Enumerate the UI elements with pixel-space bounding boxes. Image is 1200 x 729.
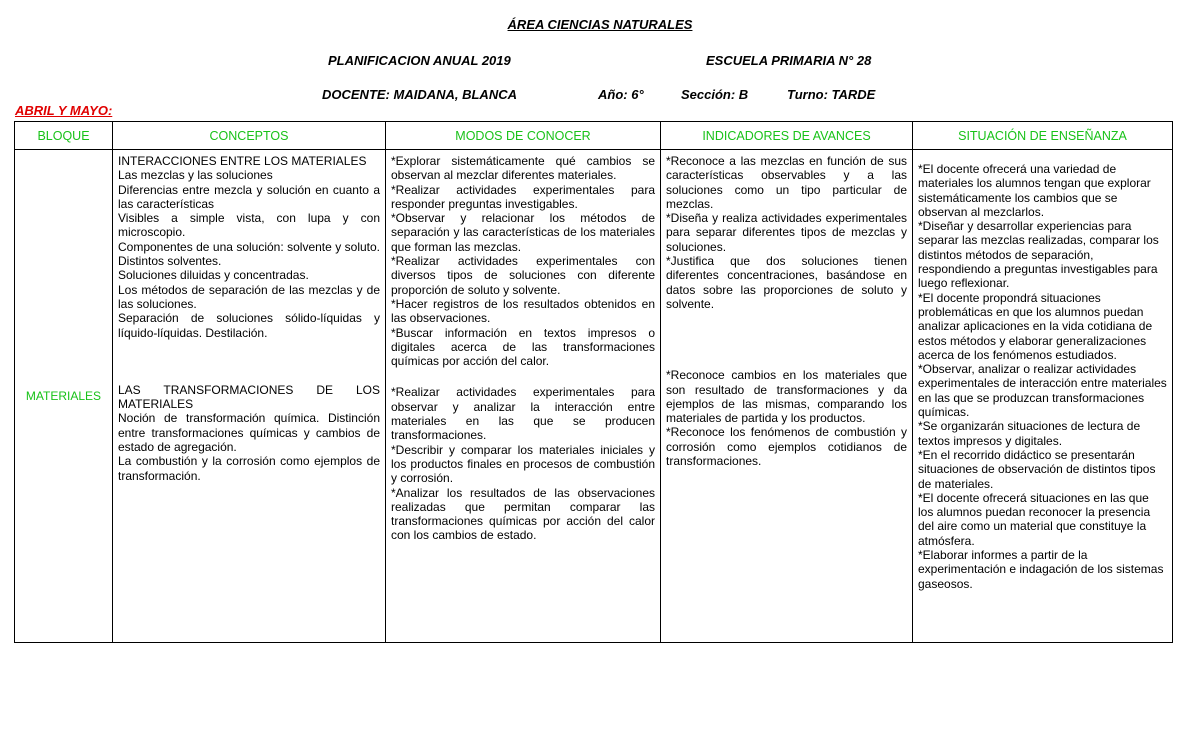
indicador-item: *Diseña y realiza actividades experimentales para separar diferentes tipos de mezclas y soluciones. bbox=[666, 211, 907, 254]
situacion-item: *En el recorrido didáctico se presentarán situaciones de observación de distintos tipos de materiales. bbox=[918, 447, 1156, 491]
planning-table bbox=[14, 121, 1173, 643]
situacion-item: *El docente propondrá situaciones problemáticas en que los alumnos puedan analizar aplicaciones en la vida cotidiana de estos métodos y elaborar generalizaciones acerca de los fenómenos estudiados. bbox=[918, 290, 1153, 362]
column-header-indicadores: INDICADORES DE AVANCES bbox=[661, 122, 913, 150]
table-row bbox=[15, 150, 1173, 643]
modo-item: *Observar y relacionar los métodos de separación y las características de los materiales que forman las mezclas. bbox=[391, 211, 655, 254]
situacion-cell bbox=[913, 150, 1173, 643]
concept-item: Componentes de una solución: solvente y soluto. Distintos solventes. bbox=[118, 239, 380, 269]
modo-item: *Describir y comparar los materiales iniciales y los productos finales en procesos de combustión y corrosión. bbox=[391, 442, 655, 486]
bloque-cell: MATERIALES bbox=[15, 150, 113, 643]
modo-item: *Analizar los resultados de las observaciones realizadas que permitan comparar las transformaciones químicas por acción del calor con los cambios de estado. bbox=[391, 485, 655, 543]
indicador-item: *Reconoce a las mezclas en función de sus características observables y a las soluciones como un tipo particular de mezclas. bbox=[666, 154, 907, 211]
situacion-item: *Elaborar informes a partir de la experimentación e indagación de los sistemas gaseosos. bbox=[918, 548, 1164, 591]
indicadores-cell bbox=[661, 150, 913, 643]
concept-item: Noción de transformación química. Distinción entre transformaciones químicas y cambios de estado de agregación. bbox=[118, 411, 380, 455]
concept-heading: LAS TRANSFORMACIONES DE LOS MATERIALES bbox=[118, 382, 380, 412]
plan-title: PLANIFICACION ANUAL 2019 bbox=[328, 53, 511, 68]
modo-item: *Explorar sistemáticamente qué cambios se observan al mezclar diferentes materiales. bbox=[391, 154, 655, 183]
modo-item: *Realizar actividades experimentales para responder preguntas investigables. bbox=[391, 182, 655, 211]
concept-item: Separación de soluciones sólido-líquidas y líquido-líquidas. Destilación. bbox=[118, 311, 380, 340]
column-header-bloque: BLOQUE bbox=[15, 122, 113, 150]
indicador-item: *Justifica que dos soluciones tienen diferentes concentraciones, basándose en datos sobre las proporciones de soluto y solvente. bbox=[666, 254, 907, 311]
spacer bbox=[118, 340, 380, 383]
shift-label: Turno: TARDE bbox=[787, 87, 876, 102]
situacion-item: *Se organizarán situaciones de lectura de textos impresos y digitales. bbox=[918, 419, 1141, 448]
modo-item: *Realizar actividades experimentales para observar y analizar la interacción entre materiales en las que se producen transformaciones. bbox=[391, 385, 655, 443]
concept-item: La combustión y la corrosión como ejemplos de transformación. bbox=[118, 454, 380, 483]
column-header-situacion: SITUACIÓN DE ENSEÑANZA bbox=[913, 122, 1173, 150]
indicador-item: *Reconoce los fenómenos de combustión y corrosión como ejemplos cotidianos de transformaciones. bbox=[666, 425, 907, 469]
document-title: ÁREA CIENCIAS NATURALES bbox=[507, 17, 693, 32]
concept-item: Los métodos de separación de las mezclas y de las soluciones. bbox=[118, 282, 380, 311]
conceptos-cell bbox=[113, 150, 386, 643]
modo-item: *Realizar actividades experimentales con diversos tipos de soluciones con diferente proporción de soluto y solvente. bbox=[391, 254, 655, 297]
concept-heading: INTERACCIONES ENTRE LOS MATERIALES bbox=[118, 154, 367, 168]
indicador-item: *Reconoce cambios en los materiales que son resultado de transformaciones y da ejemplos de las mismas, comparando los materiales de partida y los productos. bbox=[666, 368, 907, 426]
spacer bbox=[918, 154, 1167, 162]
concept-item: Soluciones diluidas y concentradas. bbox=[118, 268, 309, 283]
period-label: ABRIL Y MAYO: bbox=[15, 103, 113, 118]
grade-year: Año: 6° bbox=[598, 87, 644, 102]
situacion-item: *Observar, analizar o realizar actividades experimentales de interacción entre materiales en las que se produzcan transformaciones químicas. bbox=[918, 362, 1167, 420]
modos-cell bbox=[386, 150, 661, 643]
concept-item: Visibles a simple vista, con lupa y con microscopio. bbox=[118, 211, 380, 240]
spacer bbox=[391, 368, 655, 385]
section-label: Sección: B bbox=[681, 87, 749, 102]
column-header-conceptos: CONCEPTOS bbox=[113, 122, 386, 150]
column-header-modos: MODOS DE CONOCER bbox=[386, 122, 661, 150]
concept-item: Diferencias entre mezcla y solución en cuanto a las características bbox=[118, 182, 380, 211]
concept-item: Las mezclas y las soluciones bbox=[118, 168, 273, 183]
school-name: ESCUELA PRIMARIA N° 28 bbox=[706, 53, 872, 68]
spacer bbox=[666, 311, 907, 368]
situacion-item: *El docente ofrecerá situaciones en las que los alumnos puedan reconocer la presencia del aire como un material que constituye la atmósfera. bbox=[918, 490, 1151, 548]
modo-item: *Hacer registros de los resultados obtenidos en las observaciones. bbox=[391, 296, 655, 326]
situacion-item: *Diseñar y desarrollar experiencias para separar las mezclas realizadas, comparar los distintos métodos de separación, respondiendo a preguntas investigables para luego reflexionar. bbox=[918, 219, 1159, 291]
situacion-item: *El docente ofrecerá una variedad de materiales los alumnos tengan que explorar sistemáticamente los cambios que se observan al mezclarlos. bbox=[918, 162, 1151, 219]
table-header-row bbox=[15, 122, 1173, 150]
modo-item: *Buscar información en textos impresos o digitales acerca de las transformaciones químicas por acción del calor. bbox=[391, 325, 655, 369]
teacher-name: DOCENTE: MAIDANA, BLANCA bbox=[322, 87, 517, 102]
